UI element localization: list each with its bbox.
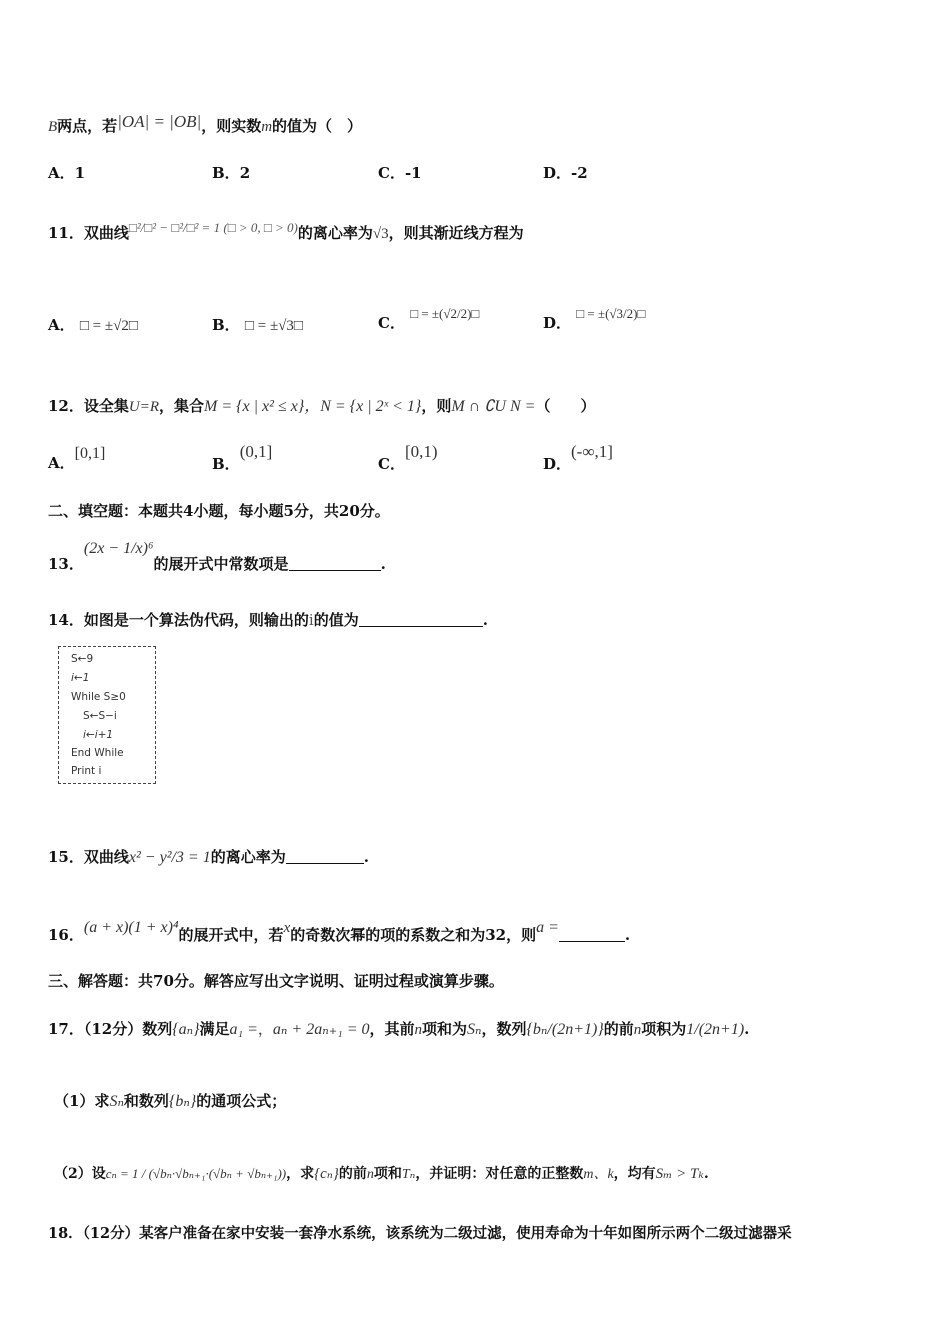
q13-answer-blank[interactable] <box>289 556 381 571</box>
q12-set-m: M = {x | x² ≤ x} <box>204 398 305 415</box>
q17-part-2: （2）设cₙ = 1 / (√bₙ·√bₙ₊₁·(√bₙ + √bₙ₊₁))，求{cₙ}的前n项和Tₙ，并证明：对任意的正整数m、k，均有Sₘ > Tₖ. <box>54 1166 709 1182</box>
code-line: End While <box>71 747 124 759</box>
q17-sequence-fraction: {bₙ/(2n+1)} <box>526 1021 604 1038</box>
q10-option-c[interactable]: C．-1 <box>378 164 422 182</box>
question-number: 12． <box>48 397 84 415</box>
q15-hyperbola: x² − y²/3 = 1 <box>128 849 211 866</box>
q12-option-c[interactable]: C．[0,1) <box>378 442 438 473</box>
q11-hyperbola-formula: □²/□² − □²/□² = 1 (□ > 0, □ > 0) <box>128 220 298 235</box>
q10-option-b[interactable]: B．2 <box>212 164 251 182</box>
q10-option-a[interactable]: A．1 <box>48 164 86 182</box>
code-line: While S≥0 <box>71 691 126 703</box>
q11-stem: 11．双曲线□²/□² − □²/□² = 1 (□ > 0, □ > 0)的离心率为√3，则其渐近线方程为 <box>48 220 524 242</box>
q10-option-d[interactable]: D．-2 <box>543 164 588 182</box>
code-line: Print i <box>71 765 102 777</box>
q17-stem: 17．（12分）数列{aₙ}满足a₁ =，aₙ + 2aₙ₊₁ = 0，其前n项和为Sₙ，数列{bₙ/(2n+1)}的前n项积为1/(2n+1). <box>48 1020 750 1038</box>
q13-stem: 13．(2x − 1/x)⁶的展开式中常数项是 . <box>48 540 386 573</box>
question-number: 17． <box>48 1020 84 1038</box>
q12-option-b[interactable]: B．(0,1] <box>212 442 273 473</box>
q14-answer-blank[interactable] <box>359 612 483 627</box>
q11-option-a[interactable]: A． □ = ±√2□ <box>48 316 138 334</box>
q16-stem: 16．(a + x)(1 + x)⁴的展开式中，若x的奇数次幂的项的系数之和为32，则a = . <box>48 919 631 944</box>
code-line: S←S−i <box>83 710 117 722</box>
section-3-heading: 三、解答题：共70分。解答应写出文字说明、证明过程或演算步骤。 <box>48 972 504 990</box>
q11-option-d[interactable]: D． □ = ±(√3/2)□ <box>543 306 646 332</box>
code-line: i←1 <box>71 672 90 684</box>
q12-stem: 12．设全集U=R，集合M = {x | x² ≤ x}，N = {x | 2ˣ < 1}，则M ∩ ∁U N =（ ） <box>48 397 596 415</box>
question-number: 13． <box>48 555 84 573</box>
q18-stem: 18．（12分）某客户准备在家中安装一套净水系统，该系统为二级过滤，使用寿命为十年如图所示两个二级过滤器采 <box>48 1225 792 1242</box>
q10-abs-equation: |OA| = |OB| <box>117 112 202 131</box>
q17-inequality: Sₘ > Tₖ <box>655 1166 704 1182</box>
q13-expression: (2x − 1/x)⁶ <box>83 540 154 557</box>
question-number: 18． <box>48 1225 83 1242</box>
q15-answer-blank[interactable] <box>286 849 364 864</box>
code-line: S←9 <box>71 653 94 665</box>
q11-option-c[interactable]: C． □ = ±(√2/2)□ <box>378 306 480 332</box>
q16-expression: (a + x)(1 + x)⁴ <box>83 919 179 936</box>
question-number: 11． <box>48 224 84 242</box>
question-number: 16． <box>48 926 84 944</box>
question-number: 14． <box>48 611 84 629</box>
code-line: i←i+1 <box>83 729 114 741</box>
question-number: 15． <box>48 848 84 866</box>
q17-cn-formula: cₙ = 1 / (√bₙ·√bₙ₊₁·(√bₙ + √bₙ₊₁)) <box>105 1166 287 1181</box>
q16-answer-blank[interactable] <box>559 927 625 942</box>
section-2-heading: 二、填空题：本题共4小题，每小题5分，共20分。 <box>48 502 390 520</box>
q10-point-b: B <box>48 119 58 135</box>
q17-product-fraction: 1/(2n+1) <box>686 1021 745 1038</box>
q15-stem: 15．双曲线x² − y²/3 = 1的离心率为 . <box>48 848 369 866</box>
pseudo-code-box <box>58 646 156 784</box>
q12-set-n: ，N = {x | 2ˣ < 1} <box>304 398 422 415</box>
q17-part-1: （1）求Sₙ和数列{bₙ}的通项公式； <box>54 1092 287 1110</box>
q11-option-b[interactable]: B． □ = ±√3□ <box>212 316 303 334</box>
q10-stem: B两点，若|OA| = |OB|，则实数m的值为（ ） <box>48 112 363 135</box>
q12-option-a[interactable]: A．[0,1] <box>48 445 106 472</box>
q12-option-d[interactable]: D．(-∞,1] <box>543 442 613 473</box>
q17-recurrence: aₙ + 2aₙ₊₁ = 0 <box>272 1021 370 1038</box>
q14-stem: 14．如图是一个算法伪代码，则输出的i的值为 . <box>48 611 488 629</box>
